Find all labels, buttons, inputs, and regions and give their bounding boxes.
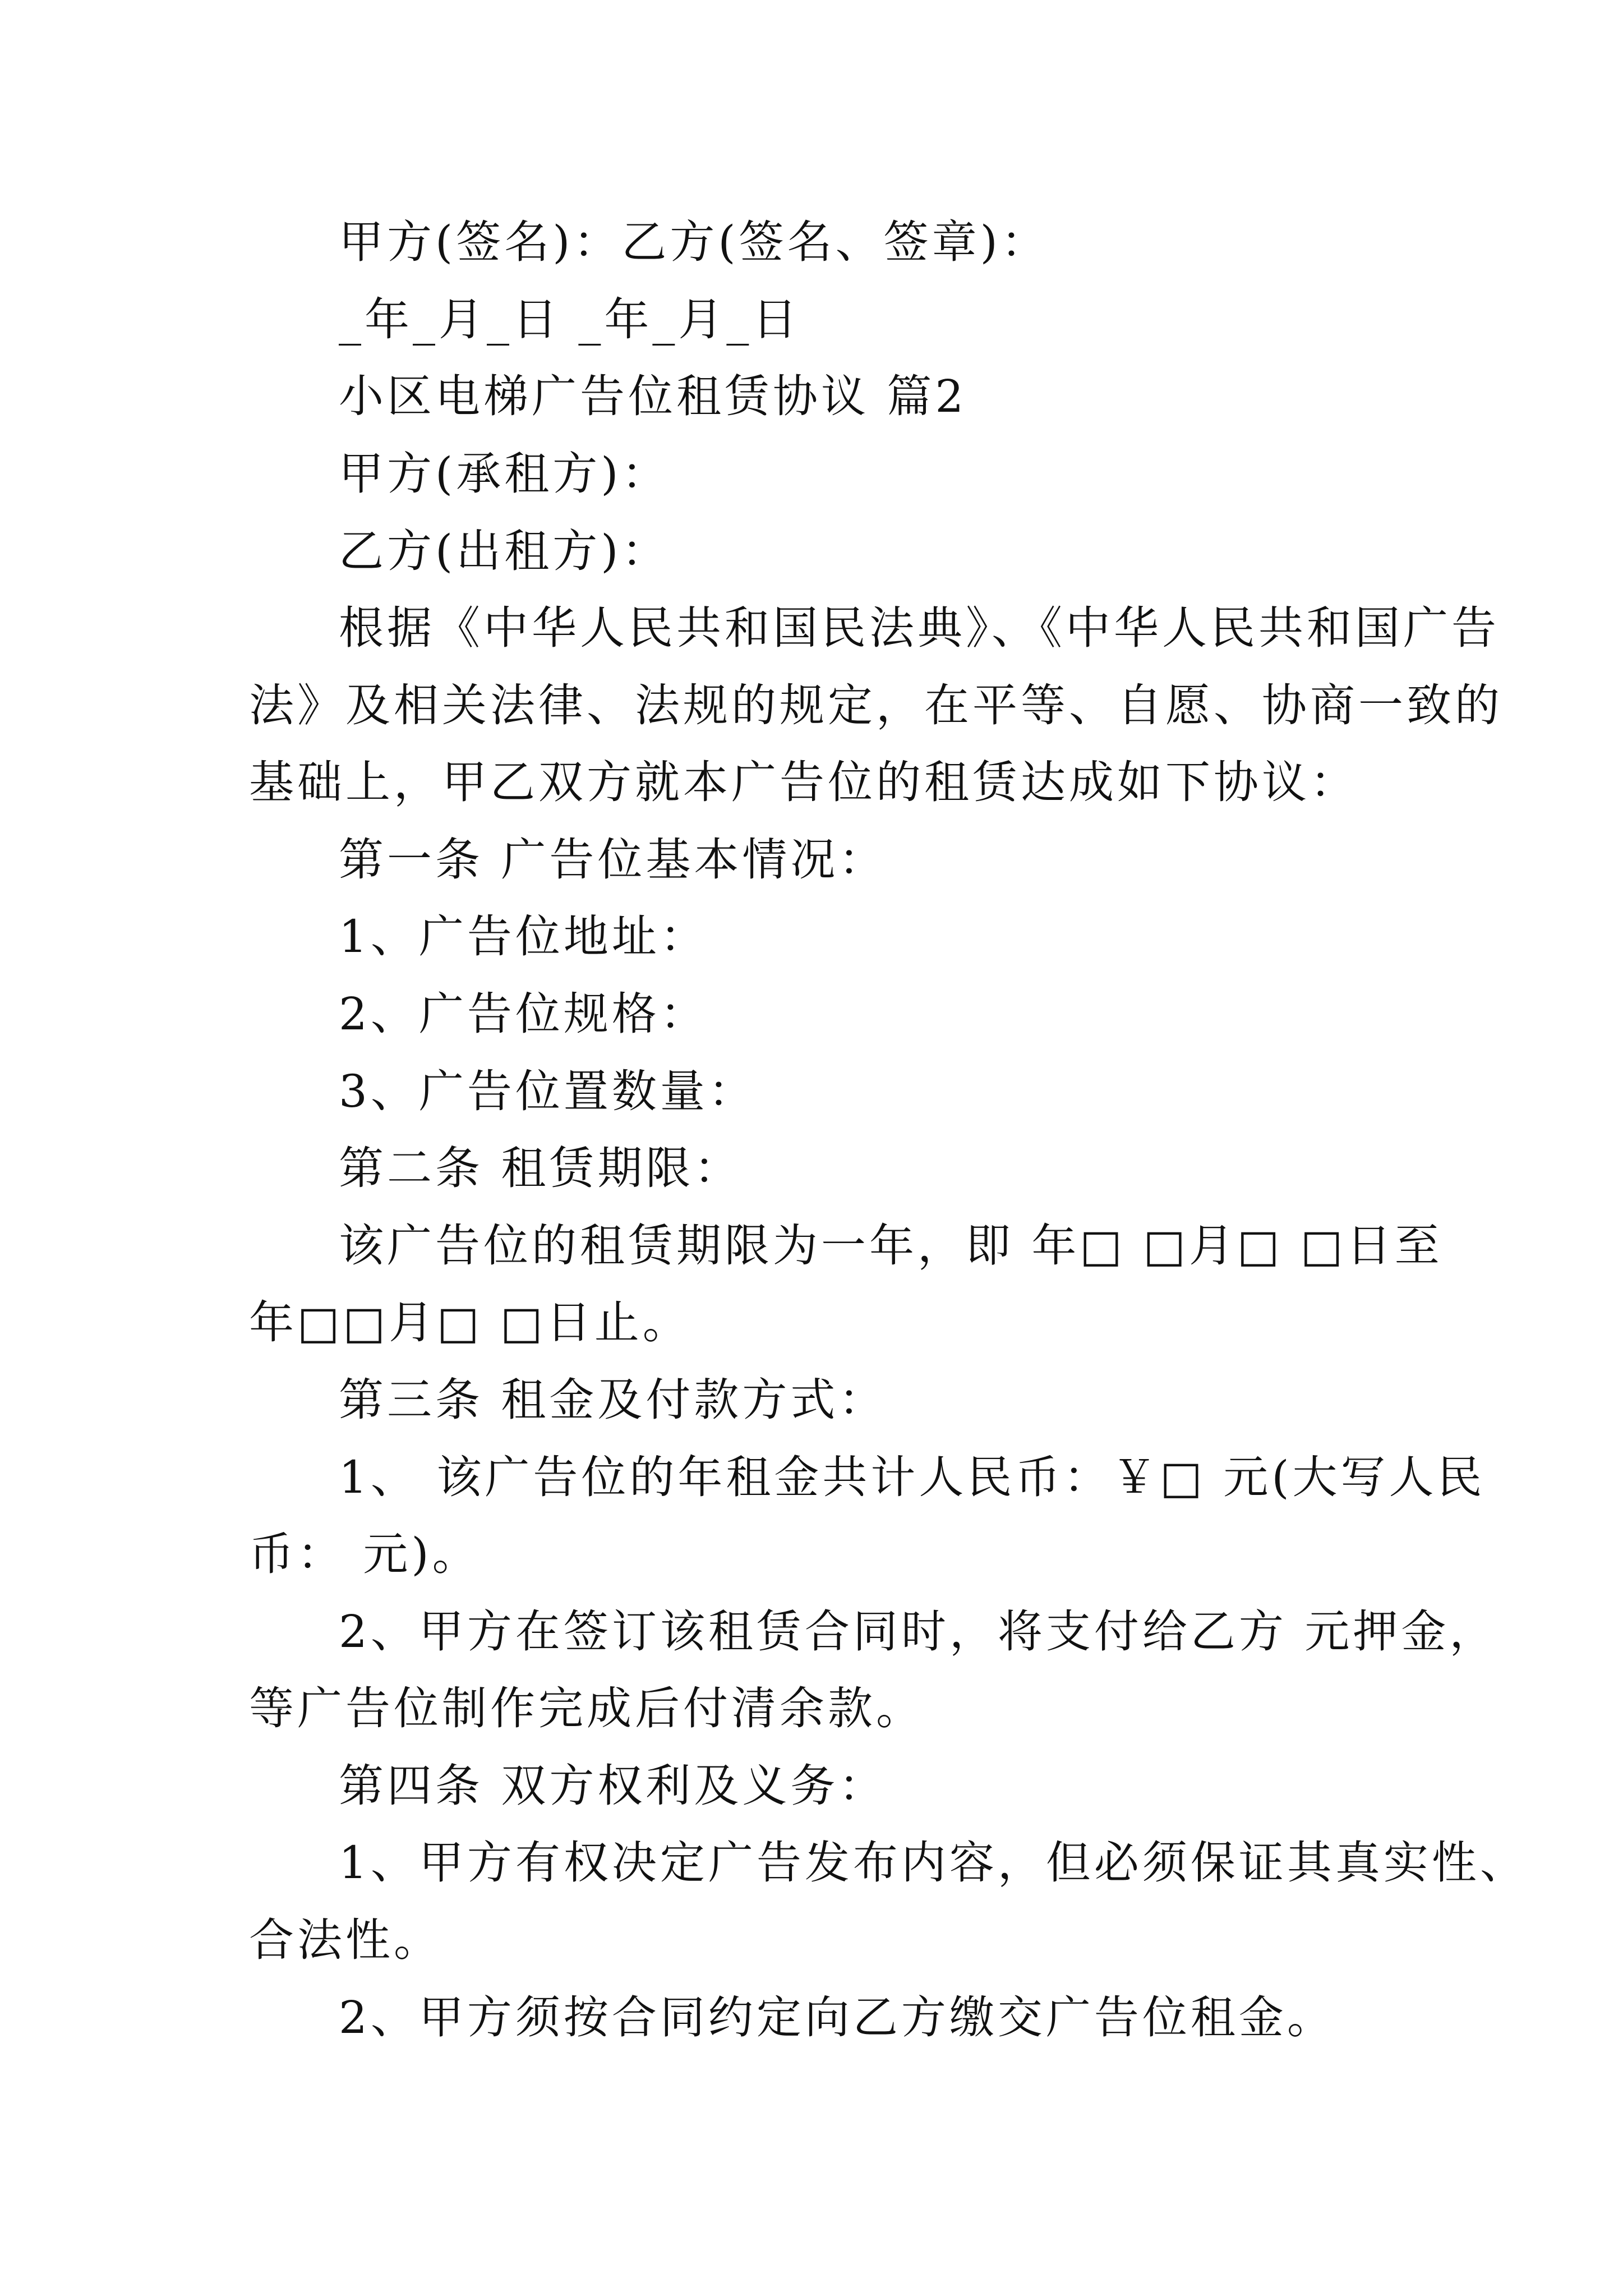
article-4-heading: 第四条 双方权利及义务： (339, 1760, 887, 1812)
article-1-item-3: 3、广告位置数量： (339, 1065, 757, 1117)
article-4-item-1-line-1: 1、甲方有权决定广告发布内容，但必须保证其真实性、 (339, 1837, 1528, 1889)
signature-line: 甲方(签名)：乙方(签名、签章)： (339, 216, 1049, 268)
article-3-heading: 第三条 租金及付款方式： (339, 1374, 887, 1426)
article-1-item-1: 1、广告位地址： (339, 910, 708, 963)
article-1-item-2: 2、广告位规格： (339, 988, 708, 1040)
article-1-heading: 第一条 广告位基本情况： (339, 834, 887, 886)
article-3-item-2-line-1: 2、甲方在签订该租赁合同时，将支付给乙方 元押金， (339, 1605, 1498, 1658)
party-a-line: 甲方(承租方)： (339, 448, 670, 500)
preamble-line-3: 基础上，甲乙双方就本广告位的租赁达成如下协议： (249, 756, 1358, 808)
article-3-item-1-line-2: 币： 元)。 (249, 1528, 481, 1580)
article-2-line-2: 年□□月□ □日止。 (249, 1296, 691, 1349)
party-b-line: 乙方(出租方)： (339, 525, 670, 577)
article-3-item-1-line-1: 1、 该广告位的年租金共计人民币：￥□ 元(大写人民 (339, 1451, 1486, 1503)
preamble-line-1: 根据《中华人民共和国民法典》、《中华人民共和国广告 (339, 602, 1500, 654)
article-3-item-2-line-2: 等广告位制作完成后付清余款。 (249, 1682, 924, 1734)
date-line: _年_月_日 _年_月_日 (339, 293, 801, 346)
agreement-title: 小区电梯广告位租赁协议 篇2 (339, 370, 967, 422)
article-4-item-1-line-2: 合法性。 (249, 1914, 442, 1966)
article-2-heading: 第二条 租赁期限： (339, 1142, 743, 1194)
preamble-line-2: 法》及相关法律、法规的规定，在平等、自愿、协商一致的 (249, 679, 1503, 731)
article-4-item-2: 2、甲方须按合同约定向乙方缴交广告位租金。 (339, 1991, 1335, 2044)
article-2-line-1: 该广告位的租赁期限为一年，即 年□ □月□ □日至 (339, 1220, 1443, 1272)
